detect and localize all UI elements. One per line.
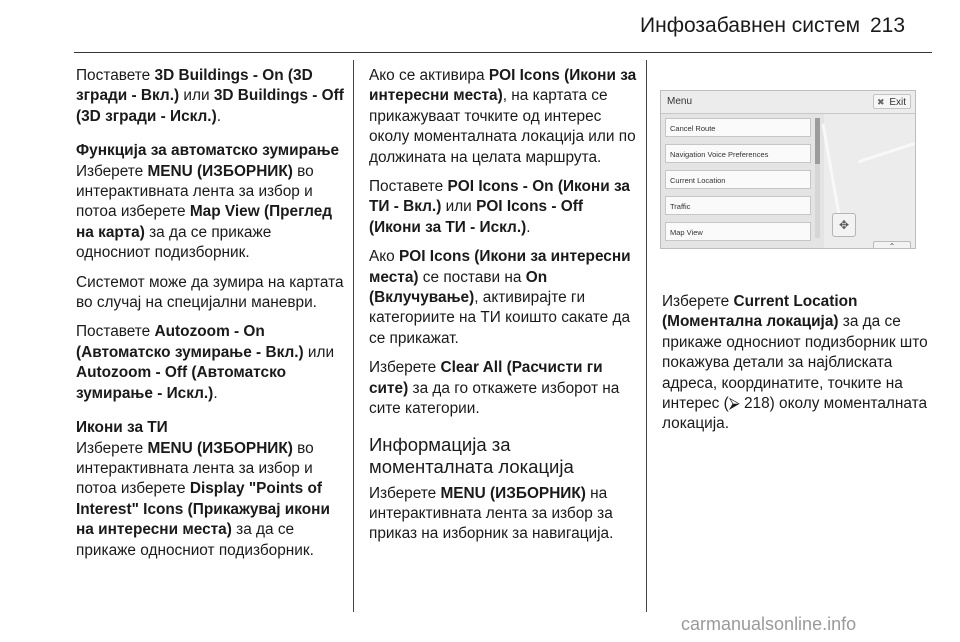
- bold-term: POI Icons (Икони за интересни места): [369, 67, 637, 105]
- bold-term: On (Вклучување): [369, 268, 548, 307]
- text: Изберете: [662, 293, 734, 310]
- text: , на картата се прикажуваат точките од интерес околу моменталната локација или по должината на целата маршрута.: [369, 87, 636, 166]
- text: во интерактивната лента за избор и потоа изберете: [76, 439, 314, 498]
- text: .: [216, 107, 221, 125]
- bold-term: POI Icons - On (Икони за ТИ - Вкл.): [369, 178, 630, 216]
- menu-scrollbar[interactable]: [815, 118, 820, 238]
- column-divider-1: [353, 60, 354, 612]
- text: на интерактивната лента за избор за приказ на изборник за навигација.: [369, 484, 614, 543]
- text: во интерактивната лента за избор и потоа изберете: [76, 162, 314, 221]
- text: или: [303, 343, 335, 361]
- page-reference-icon: ⮚: [728, 395, 740, 413]
- text: Изберете: [76, 439, 148, 457]
- text: Поставете: [76, 67, 155, 84]
- menu-title: Menu: [667, 96, 693, 107]
- scrollbar-thumb[interactable]: [815, 118, 820, 164]
- text: или: [179, 87, 214, 105]
- heading-autozoom: Функција за автоматско зумирање: [76, 142, 340, 160]
- paragraph-poi-active: [369, 66, 637, 168]
- bold-term: Autozoom - Off (Автоматско зумирање - Искл.): [76, 364, 286, 402]
- menu-item-current-location[interactable]: Current Location: [665, 170, 811, 189]
- menu-item-voice-preferences[interactable]: Navigation Voice Preferences: [665, 144, 811, 163]
- bold-term: POI Icons (Икони за интересни места): [369, 248, 631, 286]
- paragraph-autozoom-set: [76, 322, 344, 404]
- text: за да го откажете изборот на сите категории.: [369, 379, 620, 418]
- column-2: [369, 66, 637, 554]
- heading-poi-icons: Икони за ТИ: [76, 419, 168, 437]
- bold-term: MENU (ИЗБОРНИК): [440, 484, 586, 502]
- text: 218) околу моменталната локација.: [662, 395, 928, 433]
- text: Изберете: [369, 484, 441, 502]
- text: или: [441, 198, 477, 216]
- paragraph-poi-set: [369, 177, 637, 238]
- bold-term: Autozoom - On (Автоматско зумирање - Вкл.): [76, 323, 304, 361]
- chevron-up-icon[interactable]: ⌃: [873, 241, 911, 249]
- header-rule: [74, 52, 932, 53]
- bold-term: Map View (Преглед на карта): [76, 203, 333, 241]
- paragraph-clear-all: [369, 358, 637, 419]
- bold-term: 3D Buildings - Off (3D згради - Искл.): [76, 87, 344, 125]
- text: Поставете: [76, 323, 155, 341]
- page-number: 213: [870, 14, 906, 37]
- exit-button[interactable]: [873, 94, 911, 109]
- menu-list: [665, 118, 811, 248]
- text: Поставете: [369, 178, 448, 196]
- navigation-menu-screenshot: [660, 90, 916, 249]
- text: Изберете: [76, 162, 148, 180]
- column-divider-2: [646, 60, 647, 612]
- column-1: [76, 66, 344, 570]
- menu-item-cancel-route[interactable]: Cancel Route: [665, 118, 811, 137]
- bold-term: MENU (ИЗБОРНИК): [147, 439, 293, 457]
- menu-item-traffic[interactable]: Traffic: [665, 196, 811, 215]
- paragraph-current-location: [662, 292, 934, 435]
- paragraph-poi-menu: [76, 439, 344, 561]
- paragraph-3d-buildings: [76, 66, 344, 127]
- text: Ако: [369, 248, 400, 266]
- bold-term: Clear All (Расчисти ги сите): [369, 359, 603, 397]
- menu-item-map-view[interactable]: Map View: [665, 222, 811, 241]
- text: .: [526, 218, 531, 236]
- bold-term: Display "Points of Interest" Icons (Прикажувај икони на интересни места): [76, 480, 330, 539]
- text: за да се прикаже односниот подизборник што покажува детали за најблиската адреса, координатите, точките на интерес (: [662, 313, 928, 413]
- bold-term: Current Location (Моментална локација): [662, 293, 858, 331]
- paragraph-navigation-menu: [369, 484, 637, 545]
- text: се постави на: [418, 268, 526, 286]
- bold-term: POI Icons - Off (Икони за ТИ - Искл.): [369, 198, 583, 236]
- header-title: Инфозабавнен систем: [640, 14, 861, 37]
- bold-term: 3D Buildings - On (3D згради - Вкл.): [76, 67, 313, 105]
- text: за да се прикаже односниот подизборник.: [76, 521, 314, 559]
- paragraph-zoom-info: Системот може да зумира на картата во случај на специјални маневри.: [76, 273, 344, 312]
- bold-term: MENU (ИЗБОРНИК): [147, 162, 293, 180]
- compass-icon[interactable]: ✥: [832, 213, 856, 237]
- paragraph-poi-categories: [369, 247, 637, 349]
- text: , активирајте ги категориите на ТИ коишто сакате да се прикажат.: [369, 289, 631, 347]
- text: .: [213, 384, 218, 402]
- text: Изберете: [369, 359, 441, 377]
- paragraph-autozoom-menu: [76, 162, 344, 264]
- text: за да се прикаже односниот подизборник.: [76, 223, 272, 262]
- heading-current-location: Информација за моменталната локација: [369, 433, 574, 477]
- exit-icon: ✖: [877, 97, 885, 107]
- exit-label: Exit: [889, 97, 906, 108]
- column-3: [662, 292, 934, 444]
- text: Ако се активира: [369, 67, 489, 84]
- watermark: carmanualsonline.info: [681, 614, 857, 634]
- menu-title-bar: [661, 91, 915, 114]
